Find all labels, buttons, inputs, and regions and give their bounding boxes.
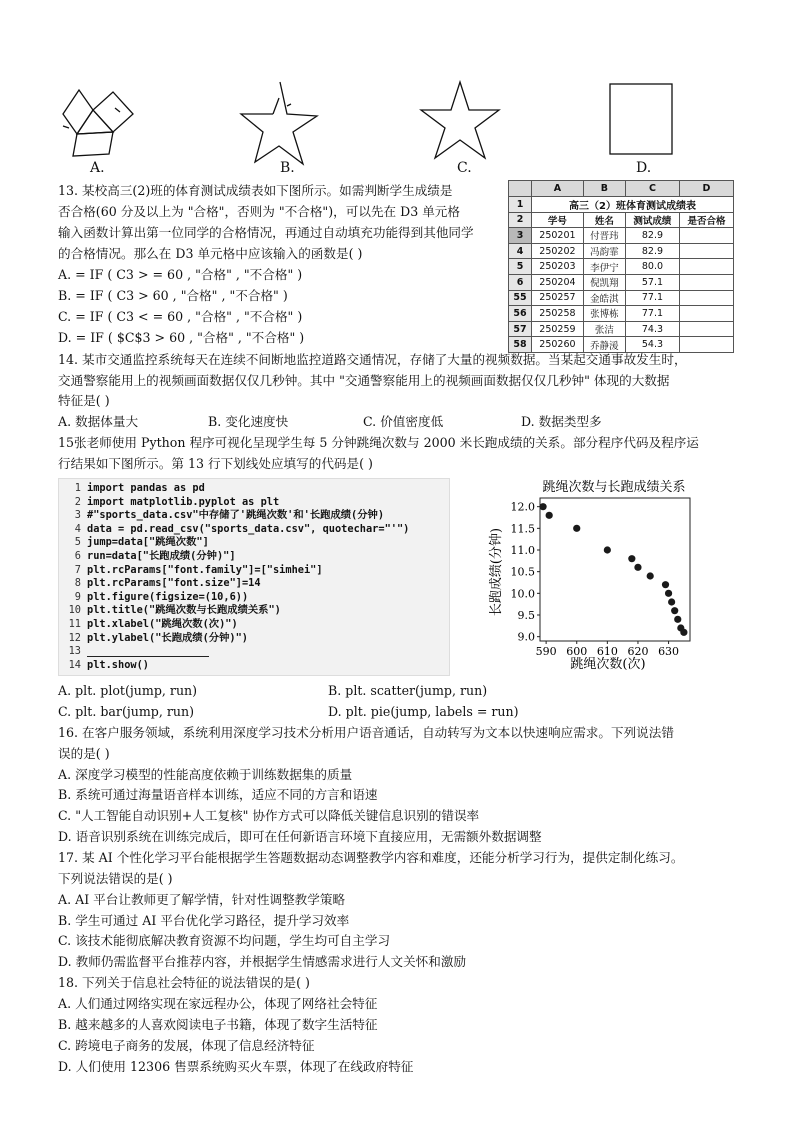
y-tick-label: 11.5 <box>510 522 535 536</box>
col-letter-d: D <box>679 181 733 197</box>
table-cell: 74.3 <box>625 321 679 337</box>
table-cell: 54.3 <box>625 337 679 353</box>
scatter-point <box>665 590 672 597</box>
table-cell: 金皓淇 <box>583 290 625 306</box>
scatter-point <box>674 616 681 623</box>
scatter-point <box>634 564 641 571</box>
q16-stem-line-2: 误的是( ) <box>58 746 110 761</box>
q17-option-a: A. AI 平台让教师更了解学情，针对性调整教学策略 <box>58 892 346 907</box>
table-cell: 57.1 <box>625 274 679 290</box>
y-tick-label: 10.0 <box>510 587 535 601</box>
table-cell: 250258 <box>532 306 584 322</box>
code-listing <box>58 478 450 676</box>
grade-table-image <box>508 180 734 352</box>
table-row <box>509 321 734 337</box>
line-number: 11 <box>68 618 81 630</box>
column-letter-row <box>509 181 734 197</box>
q18-option-a: A. 人们通过网络实现在家远程办公，体现了网络社会特征 <box>58 996 378 1011</box>
col-letter-a: A <box>532 181 584 197</box>
table-row <box>509 228 734 244</box>
scatter-point <box>680 629 687 636</box>
col-letter-c: C <box>625 181 679 197</box>
q18-option-c: C. 跨境电子商务的发展，体现了信息经济特征 <box>58 1038 315 1053</box>
line-number: 12 <box>68 631 81 644</box>
row-number: 3 <box>509 228 532 244</box>
code-line <box>59 536 209 550</box>
code-text: plt.rcParams["font.family"]=["simhei"] <box>87 563 323 576</box>
table-cell: 250202 <box>532 243 584 259</box>
code-text: plt.ylabel("长跑成绩(分钟)") <box>87 631 248 644</box>
line-number: 9 <box>74 590 81 603</box>
line-number: 3 <box>74 509 81 522</box>
line-number: 4 <box>74 522 81 535</box>
code-line <box>59 577 261 591</box>
code-line-blank <box>59 645 209 659</box>
shape-b-star-partial <box>241 82 317 164</box>
table-cell: 250259 <box>532 321 584 337</box>
q16-stem-line-1: 16. 在客户服务领域，系统利用深度学习技术分析用户语音通话，自动转写为文本以快速响应需求。下列说法错 <box>58 725 674 740</box>
q16-option-a: A. 深度学习模型的性能高度依赖于训练数据集的质量 <box>58 767 353 782</box>
scatter-point <box>539 503 546 510</box>
table-row <box>509 259 734 275</box>
scatter-point <box>604 546 611 553</box>
table-cell: 80.0 <box>625 259 679 275</box>
row-number: 2 <box>509 212 532 228</box>
q13-option-c: C. = IF ( C3 < = 60 , "合格" , "不合格" ) <box>58 309 303 324</box>
plot-frame <box>540 498 690 641</box>
code-text: import pandas as pd <box>87 482 205 494</box>
chart-y-label: 长跑成绩(分钟) <box>489 527 504 617</box>
row-number: 6 <box>509 274 532 290</box>
scatter-point <box>662 581 669 588</box>
scatter-point <box>573 525 580 532</box>
y-tick-label: 9.5 <box>517 609 535 622</box>
x-tick-label: 590 <box>535 645 557 658</box>
row-number: 1 <box>509 196 532 212</box>
table-cell: 82.9 <box>625 228 679 244</box>
code-line <box>59 482 205 496</box>
col-letter-b: B <box>583 181 625 197</box>
shape-option-c: C. <box>457 160 472 176</box>
y-tick-label: 12.0 <box>510 500 535 514</box>
line-number: 14 <box>68 658 81 671</box>
chart-x-label: 跳绳次数(次) <box>570 657 646 672</box>
grade-table <box>508 180 734 353</box>
q14-option-a: A. 数据体量大 <box>58 414 139 429</box>
q18-stem-line-1: 18. 下列关于信息社会特征的说法错误的是( ) <box>58 975 310 990</box>
table-cell <box>679 259 733 275</box>
q14-stem-line-2: 交通警察能用上的视频画面数据仅仅几秒钟。其中 "交通警察能用上的视频画面数据仅仅几秒钟" 体现的大数据 <box>58 373 670 388</box>
q15-stem-line-2: 行结果如下图所示。第 13 行下划线处应填写的代码是( ) <box>58 456 373 471</box>
code-line <box>59 632 248 646</box>
q17-option-c: C. 该技术能彻底解决教育资源不均问题，学生均可自主学习 <box>58 933 391 948</box>
table-cell <box>679 321 733 337</box>
code-line <box>59 591 248 605</box>
scatter-point <box>668 598 675 605</box>
q13-stem-line-2: 否合格(60 分及以上为 "合格"，否则为 "不合格")，可以先在 D3 单元格 <box>58 204 460 219</box>
table-cell: 张洁 <box>583 321 625 337</box>
q15-option-c: C. plt. bar(jump, run) <box>58 704 195 719</box>
answer-blank <box>87 646 209 657</box>
q13-option-a: A. = IF ( C3 > = 60 , "合格" , "不合格" ) <box>58 267 303 282</box>
q16-option-d: D. 语音识别系统在训练完成后，即可在任何新语言环境下直接应用，无需额外数据调整 <box>58 829 542 844</box>
y-tick-label: 10.5 <box>510 565 535 579</box>
row-number: 4 <box>509 243 532 259</box>
row-number: 55 <box>509 290 532 306</box>
code-text: plt.show() <box>87 658 149 671</box>
code-text: data = pd.read_csv("sports_data.csv", quotechar="'") <box>87 522 410 535</box>
table-cell: 250260 <box>532 337 584 353</box>
table-cell-d3[interactable] <box>679 228 733 244</box>
q14-option-c: C. 价值密度低 <box>363 414 444 429</box>
table-cell: 77.1 <box>625 306 679 322</box>
line-number: 6 <box>74 550 81 562</box>
table-title-row <box>509 196 734 212</box>
q13-option-d: D. = IF ( $C$3 > 60 , "合格" , "不合格" ) <box>58 330 305 345</box>
q15-stem-line-1: 15张老师使用 Python 程序可视化呈现学生每 5 分钟跳绳次数与 2000 米长跑成绩的关系。部分程序代码及程序运 <box>58 435 699 450</box>
table-cell: 李伊宁 <box>583 259 625 275</box>
q18-option-b: B. 越来越多的人喜欢阅读电子书籍，体现了数字生活特征 <box>58 1017 378 1032</box>
chart-title: 跳绳次数与长跑成绩关系 <box>542 480 686 495</box>
table-cell: 乔静湲 <box>583 337 625 353</box>
row-number: 58 <box>509 337 532 353</box>
q14-option-b: B. 变化速度快 <box>208 414 289 429</box>
code-line <box>59 496 279 510</box>
table-title: 高三（2）班体育测试成绩表 <box>532 196 734 212</box>
line-number: 13 <box>68 645 81 658</box>
table-row <box>509 290 734 306</box>
table-cell: 250203 <box>532 259 584 275</box>
table-row <box>509 243 734 259</box>
q17-option-b: B. 学生可通过 AI 平台优化学习路径，提升学习效率 <box>58 913 350 928</box>
table-cell: 250201 <box>532 228 584 244</box>
line-number: 7 <box>74 563 81 576</box>
scatter-point <box>671 607 678 614</box>
table-cell: 倪凯翔 <box>583 274 625 290</box>
x-tick-label: 610 <box>596 645 618 658</box>
scatter-chart <box>488 476 712 672</box>
q17-stem-line-1: 17. 某 AI 个性化学习平台能根据学生答题数据动态调整教学内容和难度，还能分析学习行为，提供定制化练习。 <box>58 850 684 865</box>
header-cell: 学号 <box>532 212 584 228</box>
code-line <box>59 523 409 537</box>
code-text: plt.xlabel("跳绳次数(次)") <box>87 618 238 630</box>
scatter-point <box>546 512 553 519</box>
table-row <box>509 306 734 322</box>
table-cell <box>679 243 733 259</box>
line-number: 8 <box>74 577 81 590</box>
table-cell <box>679 274 733 290</box>
header-cell: 姓名 <box>583 212 625 228</box>
code-line <box>59 509 384 523</box>
shape-figures <box>55 74 745 160</box>
code-text: plt.rcParams["font.size"]=14 <box>87 577 261 590</box>
shape-a-triangle-squares <box>63 90 133 156</box>
q15-option-a: A. plt. plot(jump, run) <box>58 683 198 698</box>
row-number: 56 <box>509 306 532 322</box>
code-line <box>59 659 149 673</box>
code-line <box>59 618 238 632</box>
q13-option-b: B. = IF ( C3 > 60 , "合格" , "不合格" ) <box>58 288 288 303</box>
code-line <box>59 550 236 564</box>
table-cell <box>679 337 733 353</box>
line-number: 1 <box>74 482 81 494</box>
q13-stem-line-1: 13. 某校高三(2)班的体育测试成绩表如下图所示。如需判断学生成绩是 <box>58 183 453 198</box>
y-tick-label: 11.0 <box>510 544 535 557</box>
q14-option-d: D. 数据类型多 <box>521 414 602 429</box>
table-row <box>509 274 734 290</box>
q13-stem-line-3: 输入函数计算出第一位同学的合格情况，再通过自动填充功能得到其他同学 <box>58 225 474 240</box>
code-text: jump=data["跳绳次数"] <box>87 536 209 549</box>
q18-option-d: D. 人们使用 12306 售票系统购买火车票，体现了在线政府特征 <box>58 1059 414 1074</box>
table-cell: 冯韵霏 <box>583 243 625 259</box>
q17-stem-line-2: 下列说法错误的是( ) <box>58 871 173 886</box>
table-cell: 77.1 <box>625 290 679 306</box>
line-number: 5 <box>74 536 81 549</box>
scatter-point <box>647 572 654 579</box>
code-text: #"sports_data.csv"中存储了'跳绳次数'和'长跑成绩(分钟) <box>87 509 385 522</box>
shape-option-a: A. <box>90 160 105 176</box>
table-cell <box>679 306 733 322</box>
q16-option-b: B. 系统可通过海量语音样本训练，适应不同的方言和语速 <box>58 787 378 802</box>
header-cell: 测试成绩 <box>625 212 679 228</box>
row-number: 5 <box>509 259 532 275</box>
code-text: run=data["长跑成绩(分钟)"] <box>87 550 236 562</box>
row-number: 57 <box>509 321 532 337</box>
code-text: plt.title("跳绳次数与长跑成绩关系") <box>87 604 281 617</box>
x-tick-label: 630 <box>658 645 680 658</box>
shape-c-star <box>421 82 499 158</box>
y-tick-label: 9.0 <box>517 630 535 644</box>
q17-option-d: D. 教师仍需监督平台推荐内容，并根据学生情感需求进行人文关怀和激励 <box>58 954 467 969</box>
q13-stem-line-4: 的合格情况。那么在 D3 单元格中应该输入的函数是( ) <box>58 246 363 261</box>
table-cell: 250257 <box>532 290 584 306</box>
q15-option-d: D. plt. pie(jump, labels = run) <box>328 704 519 719</box>
table-cell: 82.9 <box>625 243 679 259</box>
q16-option-c: C. "人工智能自动识别+人工复核" 协作方式可以降低关键信息识别的错误率 <box>58 808 480 823</box>
table-cell <box>679 290 733 306</box>
line-number: 10 <box>68 604 81 617</box>
table-cell: 付晋玮 <box>583 228 625 244</box>
shape-d-square <box>610 84 672 154</box>
q14-stem-line-1: 14. 某市交通监控系统每天在连续不间断地监控道路交通情况，存储了大量的视频数据。当某起交通事故发生时， <box>58 352 687 367</box>
code-line <box>59 564 323 578</box>
table-header-row <box>509 212 734 228</box>
x-tick-label: 600 <box>566 645 588 658</box>
shape-option-d: D. <box>636 160 652 176</box>
code-line <box>59 604 281 618</box>
table-cell: 张博栋 <box>583 306 625 322</box>
shape-option-b: B. <box>280 160 295 176</box>
q14-stem-line-3: 特征是( ) <box>58 393 110 408</box>
x-tick-label: 620 <box>627 645 649 658</box>
header-cell: 是否合格 <box>679 212 733 228</box>
code-text: plt.figure(figsize=(10,6)) <box>87 590 249 603</box>
table-cell: 250204 <box>532 274 584 290</box>
q15-option-b: B. plt. scatter(jump, run) <box>328 683 488 698</box>
line-number: 2 <box>74 495 81 508</box>
scatter-point <box>628 555 635 562</box>
code-text: import matplotlib.pyplot as plt <box>87 495 280 508</box>
